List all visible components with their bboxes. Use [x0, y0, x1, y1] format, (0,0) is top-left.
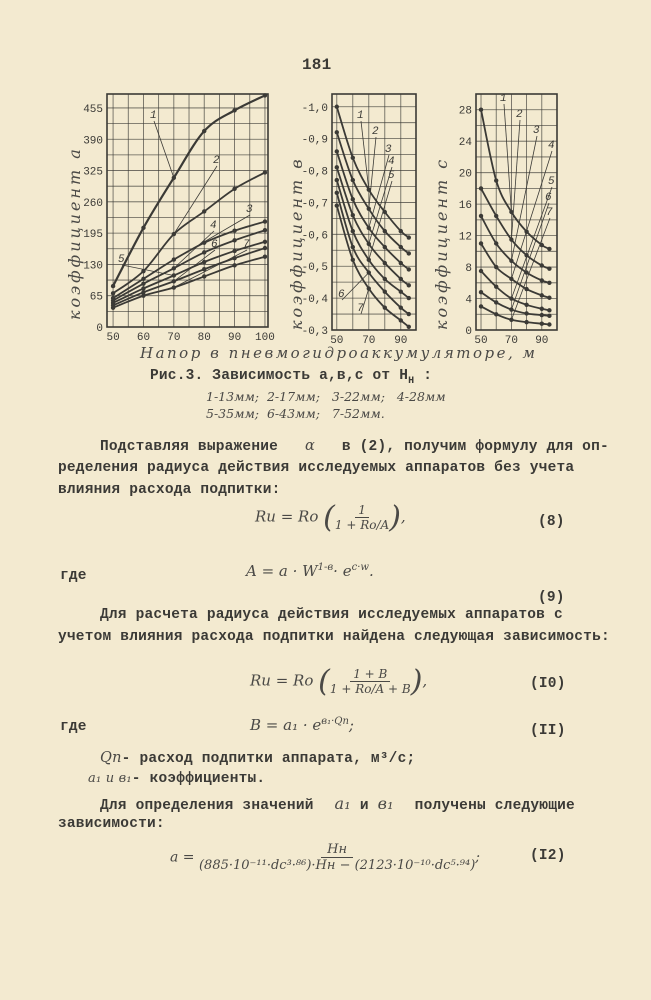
y-tick-label: -0,4 — [301, 294, 328, 307]
data-point — [407, 283, 411, 287]
curve-label: 7 — [546, 207, 553, 219]
x-tick-label: 90 — [535, 335, 549, 347]
series-line-5 — [337, 180, 409, 298]
data-point — [547, 247, 551, 251]
data-point — [479, 241, 483, 245]
data-point — [399, 245, 403, 249]
data-point — [494, 265, 498, 269]
y-tick-label: 12 — [458, 231, 472, 244]
data-point — [407, 312, 411, 316]
data-point — [399, 261, 403, 265]
denominator: 1 + Rо/A + B — [329, 682, 411, 696]
leader-line — [154, 121, 174, 178]
leader-line — [504, 104, 511, 212]
formula-lhs: Rи = Rо — [255, 507, 319, 526]
data-point — [524, 287, 528, 291]
chart-panel-2 — [302, 94, 416, 347]
y-tick-label: 20 — [458, 168, 472, 181]
punct: . — [368, 562, 374, 580]
data-point — [479, 108, 483, 112]
qn-symbol: Qп — [100, 750, 122, 766]
y-tick-label: 195 — [83, 229, 103, 242]
ylabel-a: коэффициент а — [65, 146, 84, 320]
ab-symbol: a₁ и в₁ — [88, 771, 132, 786]
y-tick-label: -0,5 — [301, 262, 328, 275]
caption-subscript: Н — [408, 375, 415, 387]
data-point — [383, 229, 387, 233]
x-tick-label: 50 — [474, 335, 488, 347]
curve-label: 6 — [545, 192, 552, 204]
data-point — [263, 93, 267, 97]
data-point — [383, 261, 387, 265]
curve-label: 7 — [357, 303, 364, 315]
page-number: 181 — [302, 56, 332, 74]
x-tick-label: 50 — [106, 332, 120, 344]
leader-line — [511, 136, 537, 261]
data-point — [351, 178, 355, 182]
leader-line — [369, 155, 389, 228]
data-point — [232, 187, 236, 191]
data-point — [407, 235, 411, 239]
data-point — [494, 241, 498, 245]
curve-label: 1 — [500, 93, 507, 105]
data-point — [202, 209, 206, 213]
data-point — [383, 290, 387, 294]
y-tick-label: -1,0 — [301, 102, 328, 115]
y-tick-label: 0 — [96, 323, 103, 335]
data-point — [263, 240, 267, 244]
data-point — [202, 129, 206, 133]
data-point — [540, 313, 544, 317]
data-point — [407, 267, 411, 271]
formula-11 — [250, 716, 354, 734]
data-point — [479, 304, 483, 308]
punct: , — [422, 671, 428, 690]
text: Для определения значений — [100, 798, 314, 814]
curve-label: 4 — [548, 140, 555, 152]
paragraph-3-line-1 — [100, 794, 575, 814]
denominator: 1 + Rо/A — [334, 518, 390, 532]
data-point — [547, 296, 551, 300]
denominator: (885·10⁻¹¹·dc³·⁸⁶)·Hн − (2123·10⁻¹⁰·dc⁵·⁹⁴) — [198, 858, 476, 873]
paragraph-2-line-2: учетом влияния расхода подпитки найдена следующая зависимость: — [58, 629, 610, 645]
y-tick-label: 130 — [83, 260, 103, 273]
punct: ; — [475, 849, 480, 866]
y-tick-label: 0 — [465, 326, 472, 338]
where-label-2: где — [60, 719, 87, 735]
data-point — [111, 306, 115, 310]
a1-symbol: a₁ — [334, 794, 351, 813]
data-point — [232, 263, 236, 267]
y-tick-label: 325 — [83, 166, 103, 179]
data-point — [263, 255, 267, 259]
equation-number-12: (I2) — [530, 848, 566, 864]
series-line-3 — [481, 216, 549, 283]
x-axis-label: Напор в пневмогидроаккумуляторе, м — [140, 344, 538, 362]
curve-label: 3 — [533, 125, 540, 137]
data-point — [479, 186, 483, 190]
plot-frame — [107, 94, 268, 327]
numerator: Hн — [321, 842, 353, 858]
data-point — [383, 277, 387, 281]
y-tick-label: 24 — [458, 137, 472, 150]
equation-number-8: (8) — [538, 514, 565, 530]
data-point — [111, 291, 115, 295]
data-point — [335, 130, 339, 134]
leader-line — [174, 231, 214, 268]
data-point — [263, 219, 267, 223]
formula-8: Rи = Rо ( $\frac{1}{1 + Rо/A}$ ), — [255, 500, 406, 535]
data-point — [202, 274, 206, 278]
leader-line — [342, 273, 369, 300]
exponent: в₁·Qп — [321, 716, 349, 727]
equation-number-10: (I0) — [530, 676, 566, 692]
figure-caption — [150, 368, 432, 387]
curve-label: 3 — [385, 144, 392, 156]
curve-label: 1 — [357, 110, 364, 122]
text: получены следующие — [414, 798, 575, 814]
formula-lhs: Rи = Rо — [250, 671, 314, 690]
formula-9 — [246, 562, 374, 580]
data-point — [351, 258, 355, 262]
figure-3-charts — [0, 0, 651, 370]
formula-main: B = a₁ · e — [250, 716, 322, 734]
formula-10: Rи = Rо ( $\frac{1 + B}{1 + Rо/A + B}$ ), — [250, 664, 428, 699]
equation-number-11: (II) — [530, 723, 566, 739]
curve-label: 2 — [213, 155, 220, 167]
data-point — [540, 307, 544, 311]
data-point — [141, 277, 145, 281]
y-tick-label: 28 — [458, 105, 472, 118]
where-label-1: где — [60, 568, 87, 584]
data-point — [351, 213, 355, 217]
y-tick-label: -0,6 — [301, 230, 328, 243]
x-tick-label: 60 — [136, 332, 151, 344]
data-point — [494, 178, 498, 182]
y-tick-label: -0,3 — [301, 326, 328, 338]
curve-label: 5 — [548, 176, 555, 188]
data-point — [524, 311, 528, 315]
y-tick-label: 4 — [465, 294, 472, 307]
paragraph-1-line-1 — [100, 438, 609, 455]
data-point — [540, 322, 544, 326]
data-point — [335, 191, 339, 195]
curve-label: 6 — [211, 239, 218, 251]
curve-label: 2 — [372, 126, 379, 138]
data-point — [141, 294, 145, 298]
formula-mid: · e — [333, 562, 352, 580]
data-point — [540, 293, 544, 297]
curve-label: 3 — [246, 204, 253, 216]
data-point — [383, 305, 387, 309]
x-tick-label: 50 — [330, 335, 344, 347]
exponent: 1-в — [317, 562, 334, 573]
data-point — [263, 246, 267, 250]
data-point — [524, 320, 528, 324]
series-line-6 — [337, 193, 409, 314]
data-point — [494, 214, 498, 218]
series-line-2 — [481, 188, 549, 268]
data-point — [351, 229, 355, 233]
x-tick-label: 70 — [167, 332, 181, 344]
curve-label: 5 — [118, 254, 125, 266]
y-tick-label: -0,7 — [301, 198, 328, 211]
series-line-2 — [337, 132, 409, 253]
data-point — [232, 249, 236, 253]
data-point — [399, 277, 403, 281]
data-point — [547, 308, 551, 312]
curve-label: 5 — [388, 170, 395, 182]
data-point — [232, 238, 236, 242]
data-point — [141, 281, 145, 285]
data-point — [407, 251, 411, 255]
y-tick-label: -0,9 — [301, 134, 328, 147]
curve-label: 2 — [516, 109, 523, 121]
series-line-5 — [481, 271, 549, 310]
data-point — [399, 318, 403, 322]
data-point — [547, 322, 551, 326]
y-tick-label: 260 — [83, 197, 103, 210]
data-point — [202, 260, 206, 264]
text: - коэффициенты. — [131, 771, 266, 787]
formula-12 — [170, 842, 480, 873]
data-point — [547, 314, 551, 318]
data-point — [479, 214, 483, 218]
leader-line — [174, 250, 247, 288]
caption-colon: : — [423, 368, 433, 384]
data-point — [547, 266, 551, 270]
text: Подставляя выражение — [100, 439, 279, 455]
data-point — [335, 149, 339, 153]
numerator: 1 — [355, 503, 369, 518]
data-point — [263, 170, 267, 174]
data-point — [494, 312, 498, 316]
data-point — [111, 284, 115, 288]
y-tick-label: 16 — [458, 200, 472, 213]
x-tick-label: 70 — [504, 335, 519, 347]
chart-panel-3 — [459, 93, 557, 347]
leader-line — [369, 181, 392, 260]
coefficients-definition — [88, 771, 265, 787]
x-tick-label: 90 — [227, 332, 242, 344]
curve-label: 4 — [210, 220, 217, 232]
data-point — [479, 290, 483, 294]
y-tick-label: 65 — [89, 291, 103, 304]
curve-label: 4 — [388, 156, 395, 168]
curve-label: 1 — [150, 110, 157, 122]
curve-label: 6 — [338, 289, 345, 301]
data-point — [232, 108, 236, 112]
data-point — [479, 269, 483, 273]
data-point — [494, 285, 498, 289]
data-point — [232, 229, 236, 233]
legend-line-2: 5-35мм; 6-43мм; 7-52мм. — [206, 406, 385, 421]
data-point — [263, 228, 267, 232]
paragraph-2-line-1: Для расчета радиуса действия исследуемых аппаратов с — [100, 607, 563, 623]
punct: , — [400, 507, 406, 526]
data-point — [335, 165, 339, 169]
data-point — [335, 203, 339, 207]
data-point — [494, 300, 498, 304]
data-point — [335, 178, 339, 182]
y-tick-label: 455 — [83, 103, 103, 116]
qn-definition — [100, 750, 415, 767]
punct: ; — [348, 716, 354, 734]
curve-label: 7 — [243, 239, 250, 251]
y-tick-label: 8 — [465, 263, 472, 276]
data-point — [335, 105, 339, 109]
chart-panel-1 — [83, 93, 275, 344]
data-point — [141, 226, 145, 230]
y-tick-label: -0,8 — [301, 166, 328, 179]
y-tick-label: 390 — [83, 135, 103, 148]
x-tick-label: 100 — [255, 332, 275, 344]
x-tick-label: 70 — [362, 335, 376, 347]
data-point — [524, 303, 528, 307]
text: - расход подпитки аппарата, м³/с; — [121, 751, 416, 767]
legend-line-1: 1-13мм; 2-17мм; 3-22мм; 4-28мм — [206, 389, 446, 404]
exponent: c·w — [351, 562, 369, 573]
paragraph-1-line-2: ределения радиуса действия исследуемых аппаратов без учета — [58, 460, 575, 476]
data-point — [407, 325, 411, 329]
equation-number-9: (9) — [538, 590, 565, 606]
data-point — [399, 229, 403, 233]
text: в (2), получим формулу для оп- — [341, 439, 609, 455]
data-point — [540, 278, 544, 282]
b1-symbol: в₁ — [377, 794, 394, 813]
data-point — [540, 263, 544, 267]
caption-text: Рис.3. Зависимость а,в,с от Н — [150, 368, 409, 384]
ylabel-c: коэффициент с — [432, 156, 451, 330]
data-point — [399, 305, 403, 309]
data-point — [351, 156, 355, 160]
alpha-symbol: α — [304, 438, 315, 454]
text: и — [359, 798, 369, 814]
data-point — [141, 286, 145, 290]
formula-main: A = a · W — [246, 562, 318, 580]
formula-lhs: a = — [170, 849, 195, 866]
data-point — [383, 245, 387, 249]
paragraph-1-line-3: влияния расхода подпитки: — [58, 482, 281, 498]
data-point — [407, 296, 411, 300]
x-tick-label: 90 — [394, 335, 408, 347]
data-point — [547, 281, 551, 285]
data-point — [351, 197, 355, 201]
data-point — [399, 290, 403, 294]
paragraph-3-line-2: зависимости: — [58, 816, 165, 832]
x-tick-label: 80 — [197, 332, 211, 344]
data-point — [351, 245, 355, 249]
numerator: 1 + B — [350, 667, 390, 682]
data-point — [202, 250, 206, 254]
ylabel-b: коэффициент в — [287, 156, 306, 330]
